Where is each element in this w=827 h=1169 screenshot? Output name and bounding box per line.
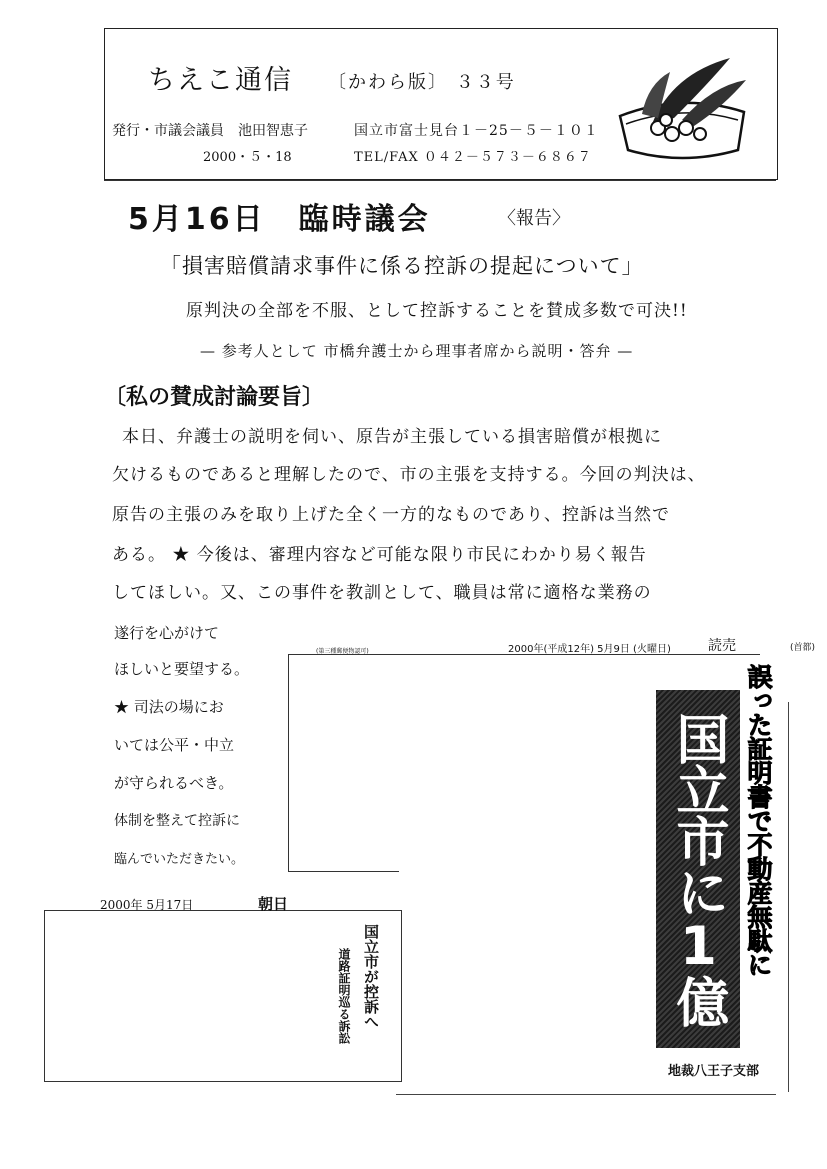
opinion-side-line: 体制を整えて控訴に <box>114 813 240 829</box>
asahi-paper: 朝日 <box>258 895 289 913</box>
report-subject: 「損害賠償請求事件に係る控訴の提起について」 <box>160 254 644 278</box>
yomiuri-subhead: 誤った証明書で不動産無駄に <box>744 664 773 976</box>
asahi-headline: 国立市が控訴へ <box>362 924 380 1029</box>
opinion-line: 本日、弁護士の説明を伺い、原告が主張している損害賠償が根拠に <box>122 427 662 447</box>
tel-fax: TEL/FAX ０４２－５７３－６８６７ <box>354 150 592 165</box>
opinion-side-line: 臨んでいただきたい。 <box>114 852 245 867</box>
publisher: 発行・市議会議員 池田智恵子 <box>112 123 308 139</box>
opinion-line: 欠けるものであると理解したので、市の主張を支持する。今回の判決は、 <box>112 465 706 485</box>
opinion-line: してほしい。又、この事件を教訓として、職員は常に適格な業務の <box>112 583 652 603</box>
report-title: 5月16日 臨時議会 <box>128 202 431 237</box>
asahi-subhead: 道路証明巡る訴訟 <box>337 948 351 1044</box>
yomiuri-headline: 国立市に1億賠償命令 <box>656 690 740 1048</box>
opinion-side-line: 遂行を心がけて <box>114 624 220 642</box>
issue-date: 2000・５・18 <box>203 150 292 165</box>
newsletter-title: ちえこ通信 <box>148 65 293 96</box>
yomiuri-bottom-rule <box>396 1094 776 1095</box>
opinion-side-line: いては公平・中立 <box>114 736 235 754</box>
opinion-line: 原告の主張のみを取り上げた全く一方的なものであり、控訴は当然で <box>112 505 670 525</box>
opinion-side-line: ほしいと要望する。 <box>114 660 250 678</box>
report-tag: 〈報告〉 <box>498 208 570 229</box>
yomiuri-clip-frame <box>288 654 399 872</box>
yomiuri-column-rule <box>788 702 789 1092</box>
opinion-side-line: が守られるべき。 <box>114 774 234 792</box>
yomiuri-mark: (首都) <box>790 643 816 653</box>
address: 国立市富士見台１－25－５－１０１ <box>354 123 599 139</box>
opinion-title: 〔私の賛成討論要旨〕 <box>104 385 325 410</box>
separator-rule <box>104 180 776 181</box>
report-result: 原判決の全部を不服、として控訴することを賛成多数で可決!! <box>186 301 688 321</box>
yomiuri-date: 2000年(平成12年) 5月9日 (火曜日) <box>508 644 671 655</box>
opinion-line: ある。 ★ 今後は、審理内容など可能な限り市民にわかり易く報告 <box>112 545 647 565</box>
opinion-side-line: ★ 司法の場にお <box>114 698 224 716</box>
yomiuri-paper: 読売 <box>708 638 736 654</box>
plant-bowl-icon <box>612 54 752 164</box>
report-note: — 参考人として 市橋弁護士から理事者席から説明・答弁 — <box>200 342 634 360</box>
newsletter-edition: 〔かわら版〕 ３３号 <box>328 72 516 93</box>
yomiuri-permit: (第三種郵便物認可) <box>316 648 369 655</box>
asahi-date: 2000年 5月17日 <box>100 898 194 912</box>
yomiuri-branch: 地裁八王子支部 <box>668 1064 760 1079</box>
